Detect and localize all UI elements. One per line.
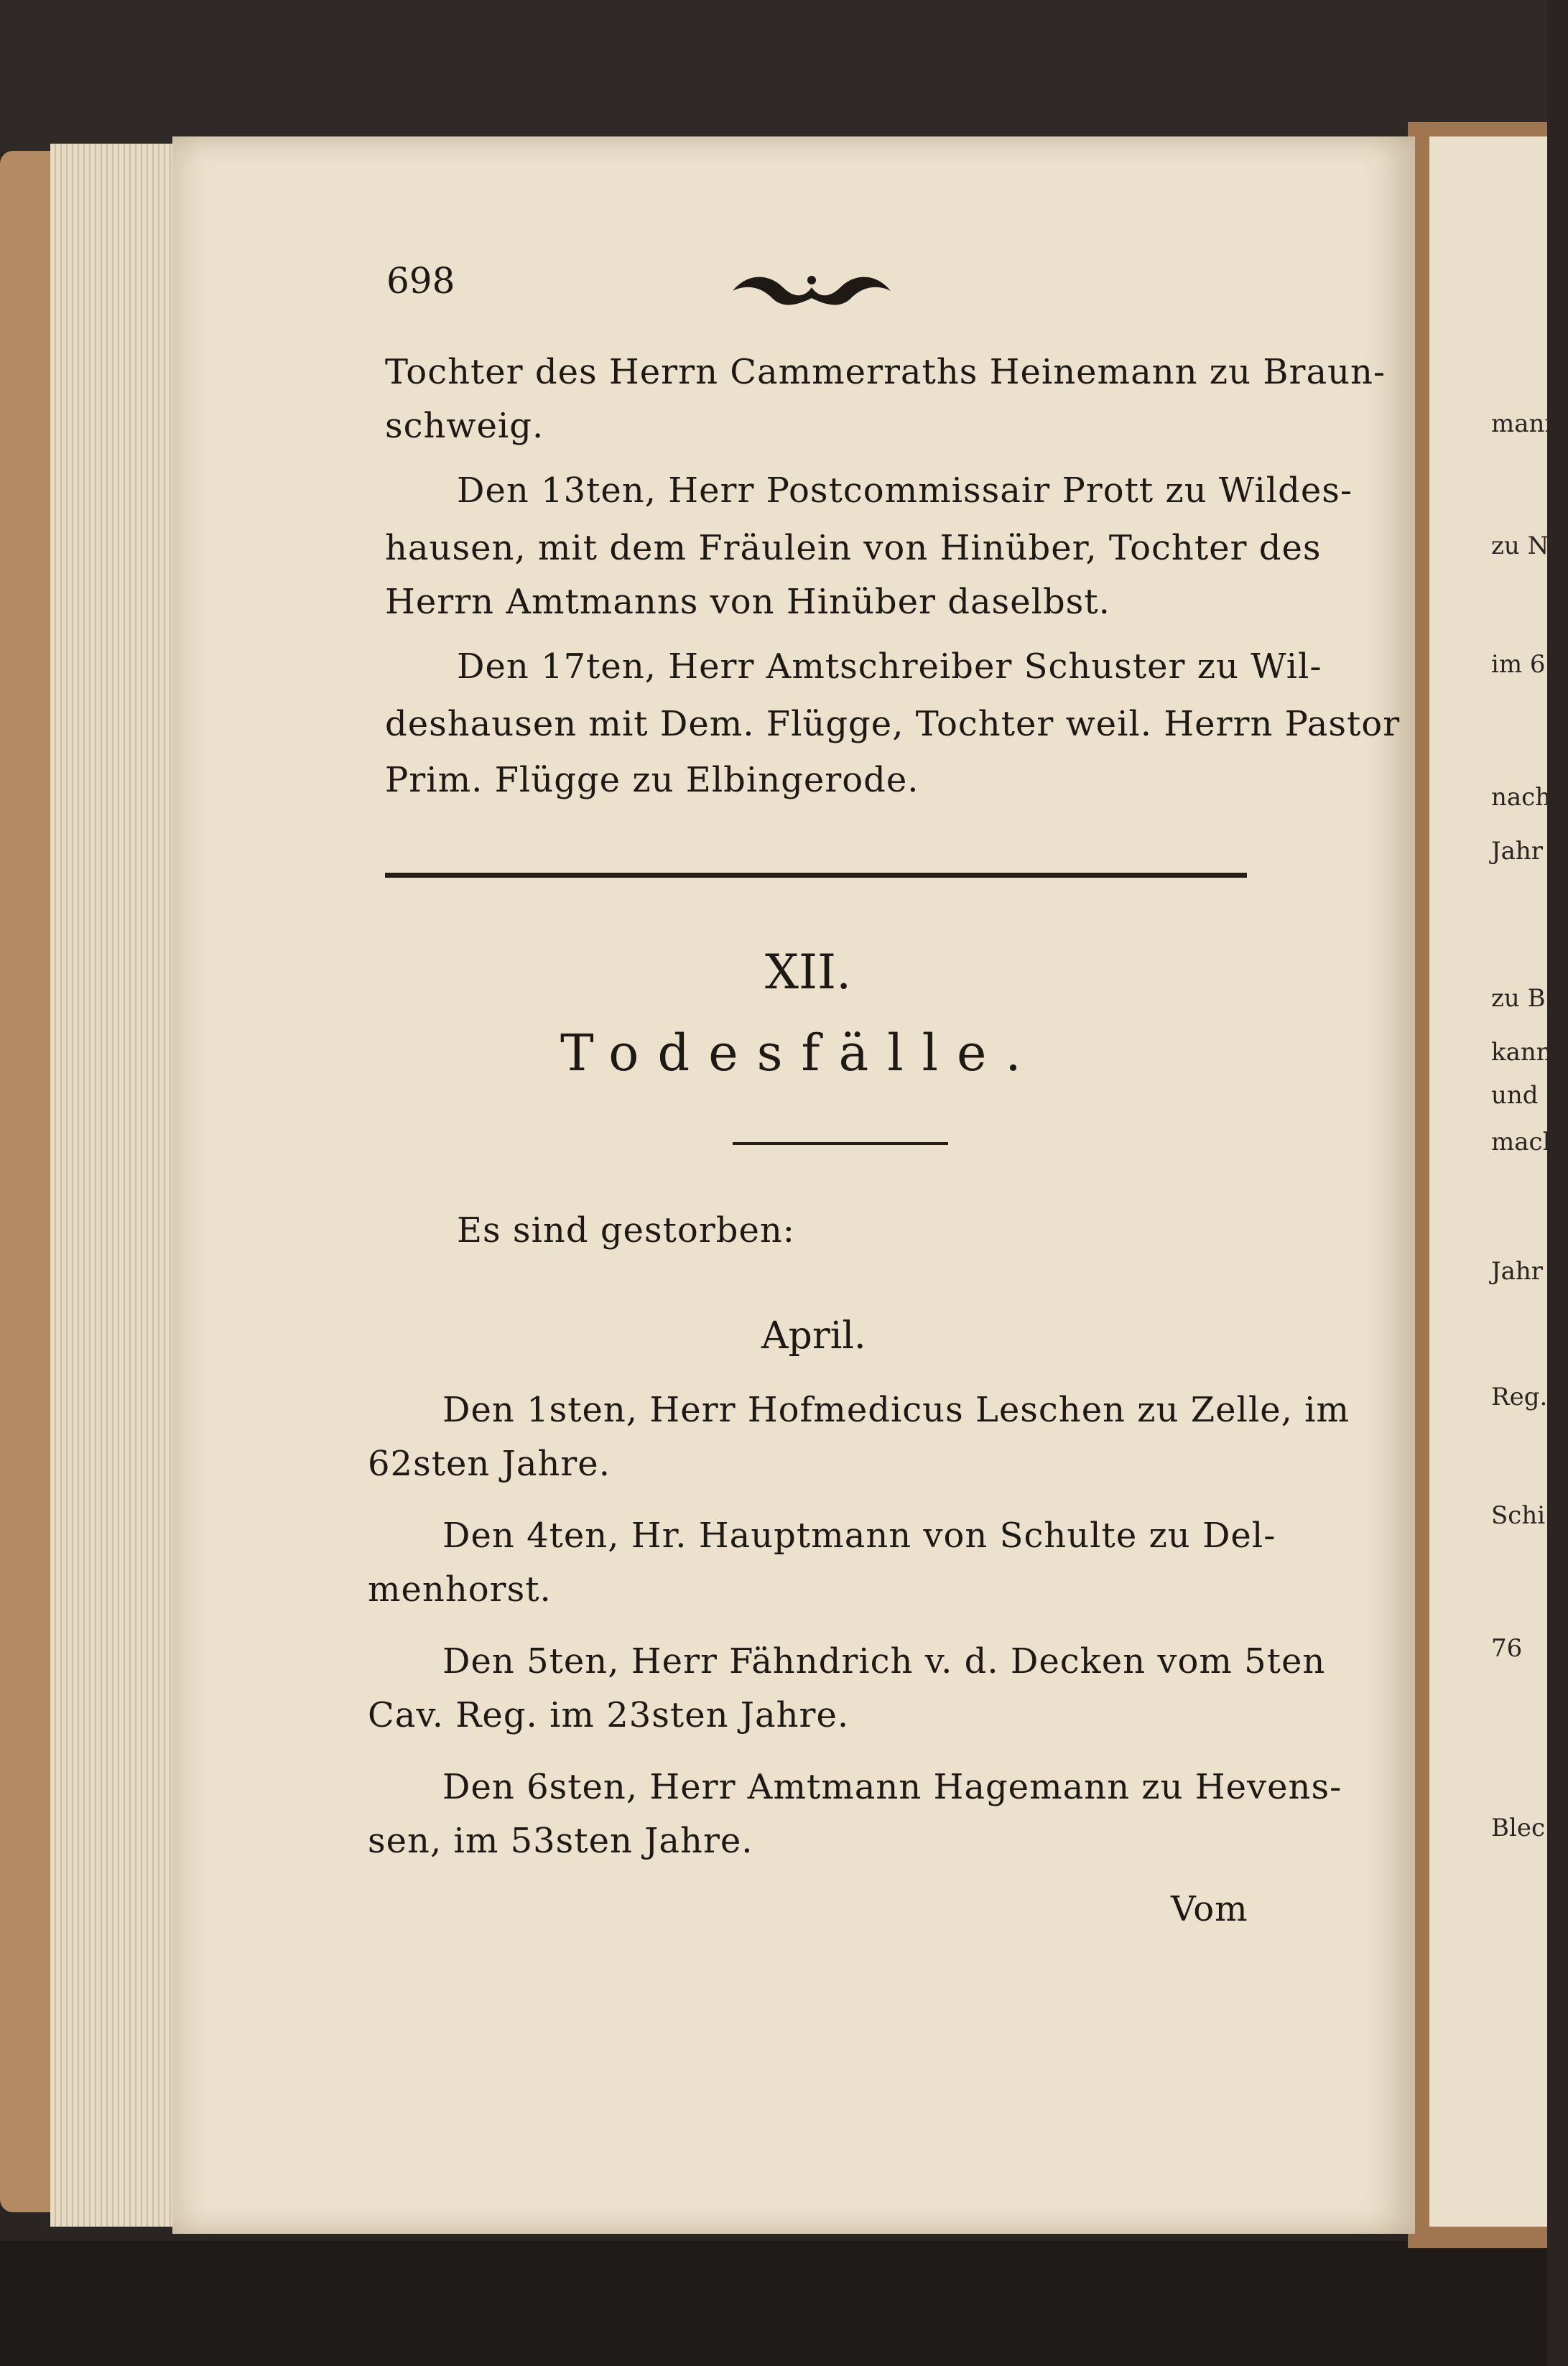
intro-text: Es sind gestorben: xyxy=(457,1210,795,1251)
facing-page xyxy=(1429,136,1568,2227)
title-underline xyxy=(733,1142,948,1145)
facing-fragment: Schi xyxy=(1491,1501,1546,1530)
facing-fragment: macht xyxy=(1491,1128,1568,1156)
section-divider xyxy=(385,873,1247,878)
entry-line: Cav. Reg. im 23sten Jahre. xyxy=(368,1695,850,1735)
entry-line: Tochter des Herrn Cammerraths Heinemann zu Braun- xyxy=(385,352,1386,392)
facing-fragment: 76 xyxy=(1491,1634,1523,1663)
facing-fragment: Jahr xyxy=(1491,1257,1544,1286)
facing-fragment: Jahr xyxy=(1491,837,1544,866)
entry-line: 62sten Jahre. xyxy=(368,1444,611,1484)
ornament-icon xyxy=(725,266,898,316)
entry-line: Den 17ten, Herr Amtschreiber Schuster zu Wil- xyxy=(457,646,1322,687)
facing-fragment: zu N xyxy=(1491,532,1549,560)
facing-fragment: und xyxy=(1491,1081,1539,1110)
entry-line: hausen, mit dem Fräulein von Hinüber, Tochter des xyxy=(385,528,1322,568)
entry-line: Herrn Amtmanns von Hinüber daselbst. xyxy=(385,582,1110,622)
entry-line: Den 13ten, Herr Postcommissair Prott zu Wildes- xyxy=(457,470,1353,511)
entry-line: Den 6sten, Herr Amtmann Hagemann zu Hevens- xyxy=(442,1767,1342,1807)
entry-line: menhorst. xyxy=(368,1569,552,1610)
facing-fragment: kannt xyxy=(1491,1038,1562,1067)
page-number: 698 xyxy=(386,260,455,302)
facing-fragment: zu B xyxy=(1491,984,1546,1013)
entry-line: deshausen mit Dem. Flügge, Tochter weil. Herrn Pastor xyxy=(385,704,1401,744)
background-top xyxy=(0,0,1547,151)
entry-line: sen, im 53sten Jahre. xyxy=(368,1821,753,1861)
facing-fragment: im 6 xyxy=(1491,650,1546,679)
facing-fragment: nachg xyxy=(1491,783,1567,812)
entry-line: Den 4ten, Hr. Hauptmann von Schulte zu Del- xyxy=(442,1516,1276,1556)
month-heading: April. xyxy=(761,1314,866,1358)
facing-fragment: Reg. xyxy=(1491,1383,1548,1411)
background-bottom xyxy=(0,2241,1547,2366)
section-title: Todesfälle. xyxy=(560,1024,1040,1082)
facing-fragment: mann xyxy=(1491,409,1561,438)
facing-fragment: Blec xyxy=(1491,1814,1546,1842)
entry-line: Den 1sten, Herr Hofmedicus Leschen zu Zelle, im xyxy=(442,1390,1350,1430)
entry-line: Prim. Flügge zu Elbingerode. xyxy=(385,760,919,800)
section-number: XII. xyxy=(765,945,852,1000)
entry-line: schweig. xyxy=(385,406,544,446)
entry-line: Den 5ten, Herr Fähndrich v. d. Decken vom 5ten xyxy=(442,1641,1326,1681)
catchword: Vom xyxy=(1171,1889,1248,1929)
